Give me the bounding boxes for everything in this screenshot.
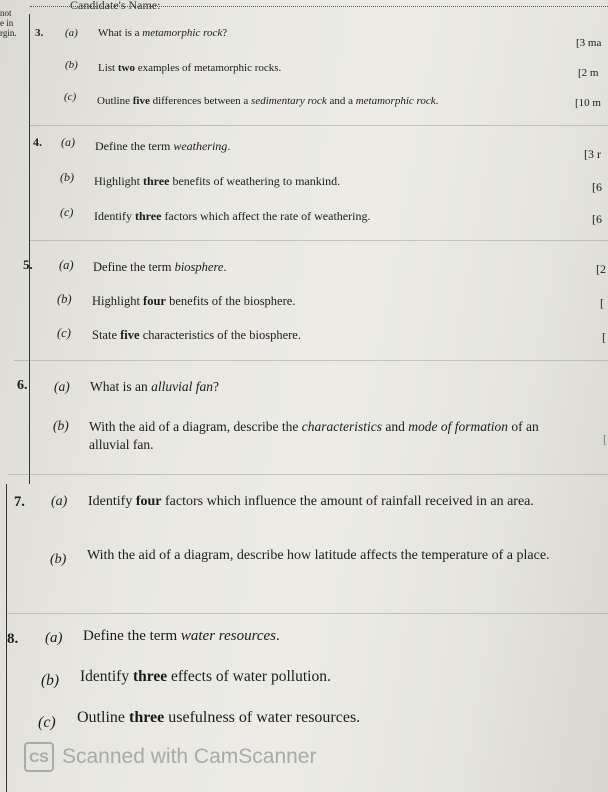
part-label: (c)	[64, 91, 77, 103]
question-text: Outline five differences between a sedimentary rock and a metamorphic rock.	[97, 95, 439, 107]
question-text: Identify three factors which affect the rate of weathering.	[94, 209, 371, 223]
marks-label: [	[600, 296, 604, 310]
margin-rule	[29, 14, 30, 484]
part-label: (b)	[53, 418, 69, 433]
marks-label: [10 m	[575, 97, 601, 109]
question-number: 7.	[14, 494, 25, 510]
part-label: (c)	[60, 205, 74, 219]
question-text: Define the term water resources.	[83, 628, 280, 644]
marks-label: [6	[592, 180, 602, 194]
camscanner-text: Scanned with CamScanner	[62, 745, 317, 768]
part-label: (b)	[41, 672, 60, 689]
part-label: (c)	[57, 326, 71, 340]
question-text: Define the term biosphere.	[93, 260, 227, 274]
part-label: (b)	[57, 292, 72, 306]
question-text: State five characteristics of the biosphere.	[92, 328, 301, 342]
part-label: (c)	[38, 714, 56, 731]
question-number: 3.	[35, 27, 44, 39]
question-text: Define the term weathering.	[95, 139, 231, 153]
divider	[8, 474, 608, 475]
question-number: 4.	[33, 135, 42, 149]
part-label: (a)	[51, 494, 68, 509]
divider	[30, 125, 608, 126]
margin-note-line: rgin.	[0, 28, 17, 38]
marks-label: [	[603, 432, 607, 446]
question-text: Highlight three benefits of weathering to mankind.	[94, 174, 341, 188]
marks-label: [	[602, 330, 606, 344]
candidate-name-label: Candidate's Name:	[70, 0, 161, 12]
marks-label: [2 m	[578, 67, 599, 79]
camscanner-watermark	[24, 742, 316, 772]
question-text: With the aid of a diagram, describe how latitude affects the temperature of a place.	[87, 548, 550, 563]
question-text: What is a metamorphic rock?	[98, 27, 228, 39]
part-label: (b)	[50, 552, 67, 567]
question-text: Identify four factors which influence the amount of rainfall received in an area.	[88, 494, 534, 509]
part-label: (a)	[61, 135, 75, 149]
margin-note	[0, 8, 17, 38]
divider	[30, 240, 608, 241]
divider	[6, 613, 608, 614]
marks-label: [2	[596, 262, 606, 276]
question-text: Highlight four benefits of the biosphere.	[92, 294, 296, 308]
part-label: (a)	[59, 258, 74, 272]
part-label: (b)	[60, 170, 74, 184]
divider	[14, 360, 608, 361]
margin-note-line: not	[0, 8, 12, 18]
question-number: 5.	[23, 257, 33, 272]
question-text: With the aid of a diagram, describe the characteristics and mode of formation of an alluvial fan.	[89, 419, 539, 452]
part-label: (b)	[65, 59, 78, 71]
part-label: (a)	[65, 27, 78, 39]
question-text: List two examples of metamorphic rocks.	[98, 62, 282, 74]
margin-note-line: e in	[0, 18, 14, 28]
question-number: 6.	[17, 378, 28, 393]
question-text: Outline three usefulness of water resources.	[77, 709, 361, 726]
marks-label: [3 ma	[576, 37, 602, 49]
question-number: 8.	[7, 631, 19, 647]
part-label: (a)	[54, 379, 70, 394]
part-label: (a)	[45, 630, 63, 646]
question-text: Identify three effects of water pollution.	[80, 668, 331, 685]
candidate-name-line	[30, 0, 608, 12]
marks-label: [6	[592, 212, 602, 226]
question-text: What is an alluvial fan?	[90, 379, 219, 394]
marks-label: [3 r	[584, 147, 601, 161]
camscanner-logo-icon: CS	[24, 742, 54, 772]
